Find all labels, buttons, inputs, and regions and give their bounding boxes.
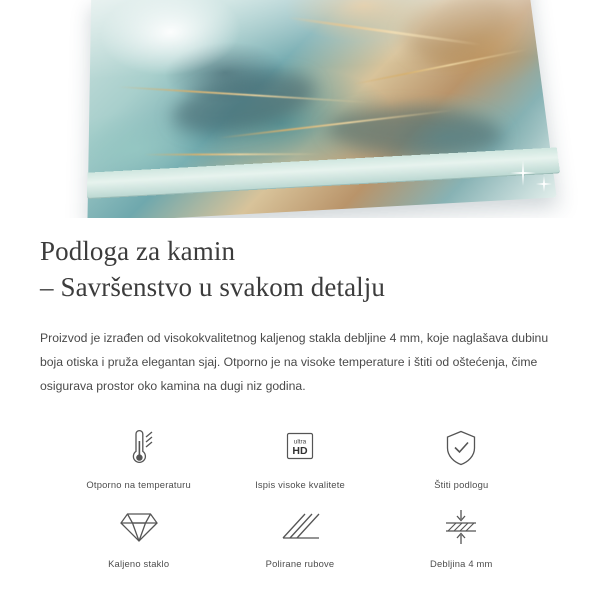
content-section xyxy=(0,218,600,569)
hero-image xyxy=(0,0,600,218)
feature-item-print-quality xyxy=(219,425,380,490)
feature-item-polished-edges xyxy=(219,504,380,569)
feature-item-thickness xyxy=(381,504,542,569)
feature-item-temperature xyxy=(58,425,219,490)
product-description: Proizvod je izrađen od visokokvalitetnog kaljenog stakla debljine 4 mm, koje naglašava dubinu boja otiska i pruža elegantan sjaj. Otporno je na visoke temperature i štiti od oštećenja, čime osigurava prostor oko kamina na dugi niz godina. xyxy=(40,331,549,393)
polished-edges-icon xyxy=(279,504,321,550)
feature-label: Otporno na temperaturu xyxy=(86,478,191,490)
ultra-hd-icon xyxy=(280,425,320,471)
shield-check-icon xyxy=(442,425,480,471)
diamond-icon xyxy=(119,504,159,550)
feature-item-tempered-glass xyxy=(58,504,219,569)
feature-label: Ispis visoke kvalitete xyxy=(255,478,345,490)
svg-text:ultra: ultra xyxy=(293,438,307,446)
feature-grid xyxy=(40,425,560,569)
thermometer-icon xyxy=(122,425,156,471)
feature-label: Kaljeno staklo xyxy=(108,557,170,569)
thickness-icon xyxy=(440,504,482,550)
page-title-line-2: – Savršenstvo u svakom detalju xyxy=(40,271,385,302)
feature-label: Polirane rubove xyxy=(265,557,335,569)
feature-label: Debljina 4 mm xyxy=(430,557,493,569)
page-title-line-1: Podloga za kamin xyxy=(40,236,236,266)
page-title xyxy=(40,234,560,305)
svg-text:HD: HD xyxy=(292,444,308,457)
feature-label: Štiti podlogu xyxy=(434,478,489,490)
feature-item-protects-surface xyxy=(381,425,542,490)
